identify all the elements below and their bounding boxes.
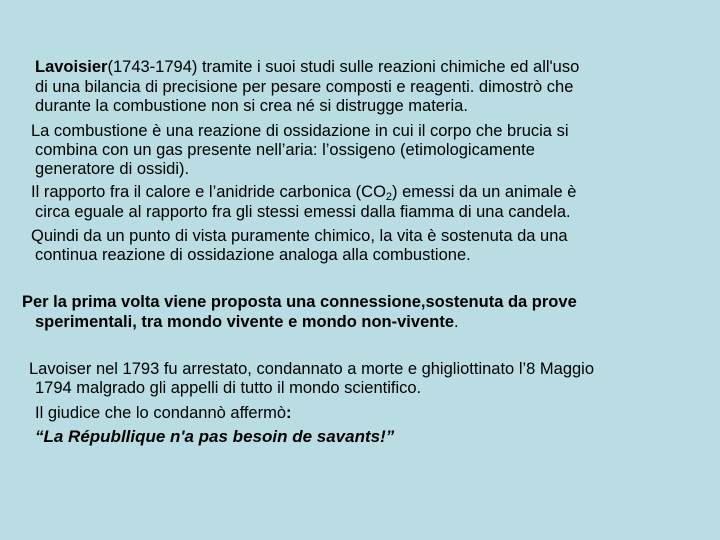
p1-line1-text: (1743-1794) tramite i suoi studi sulle reazioni chimiche ed all'uso xyxy=(107,58,580,76)
p4-line2: continua reazione di ossidazione analoga alla combustione. xyxy=(35,246,471,264)
p6-line3 xyxy=(35,403,292,423)
judge-quote: “La Républlique n'a pas besoin de savants!” xyxy=(35,427,395,446)
p2-line2: combina con un gas presente nell’aria: l’ossigeno (etimologicamente xyxy=(35,141,535,159)
p5-line2 xyxy=(35,312,459,332)
p1-line3: durante la combustione non si crea né si distrugge materia. xyxy=(35,97,468,115)
p3-line1-a: Il rapporto fra il calore e l’anidride carbonica (CO xyxy=(31,183,386,201)
p5-line2-period: . xyxy=(454,313,459,331)
p6-line3-text: Il giudice che lo condannò affermò xyxy=(35,404,287,422)
p4-line1: Quindi da un punto di vista puramente chimico, la vita è sostenuta da una xyxy=(31,227,568,245)
co2-subscript: 2 xyxy=(385,191,393,203)
p1-line1 xyxy=(35,57,579,77)
p3-line2: circa eguale al rapporto fra gli stessi emessi dalla fiamma di una candela. xyxy=(35,203,571,221)
lavoisier-name: Lavoisier xyxy=(35,58,108,76)
p3-line1 xyxy=(31,182,576,202)
p6-line3-colon: : xyxy=(286,404,292,422)
p1-line2: di una bilancia di precisione per pesare composti e reagenti. dimostrò che xyxy=(35,78,574,96)
p6-line1: Lavoiser nel 1793 fu arrestato, condannato a morte e ghigliottinato l’8 Maggio xyxy=(29,360,595,378)
p5-line1: Per la prima volta viene proposta una connessione,sostenuta da prove xyxy=(22,293,577,311)
p2-line3: generatore di ossidi). xyxy=(35,160,190,178)
p3-line1-b: ) emessi da un animale è xyxy=(392,183,577,201)
p6-line2: 1794 malgrado gli appelli di tutto il mondo scientifico. xyxy=(35,379,422,397)
p2-line1: La combustione è una reazione di ossidazione in cui il corpo che brucia si xyxy=(31,122,569,140)
p5-line2-text: sperimentali, tra mondo vivente e mondo non-vivente xyxy=(35,313,454,331)
